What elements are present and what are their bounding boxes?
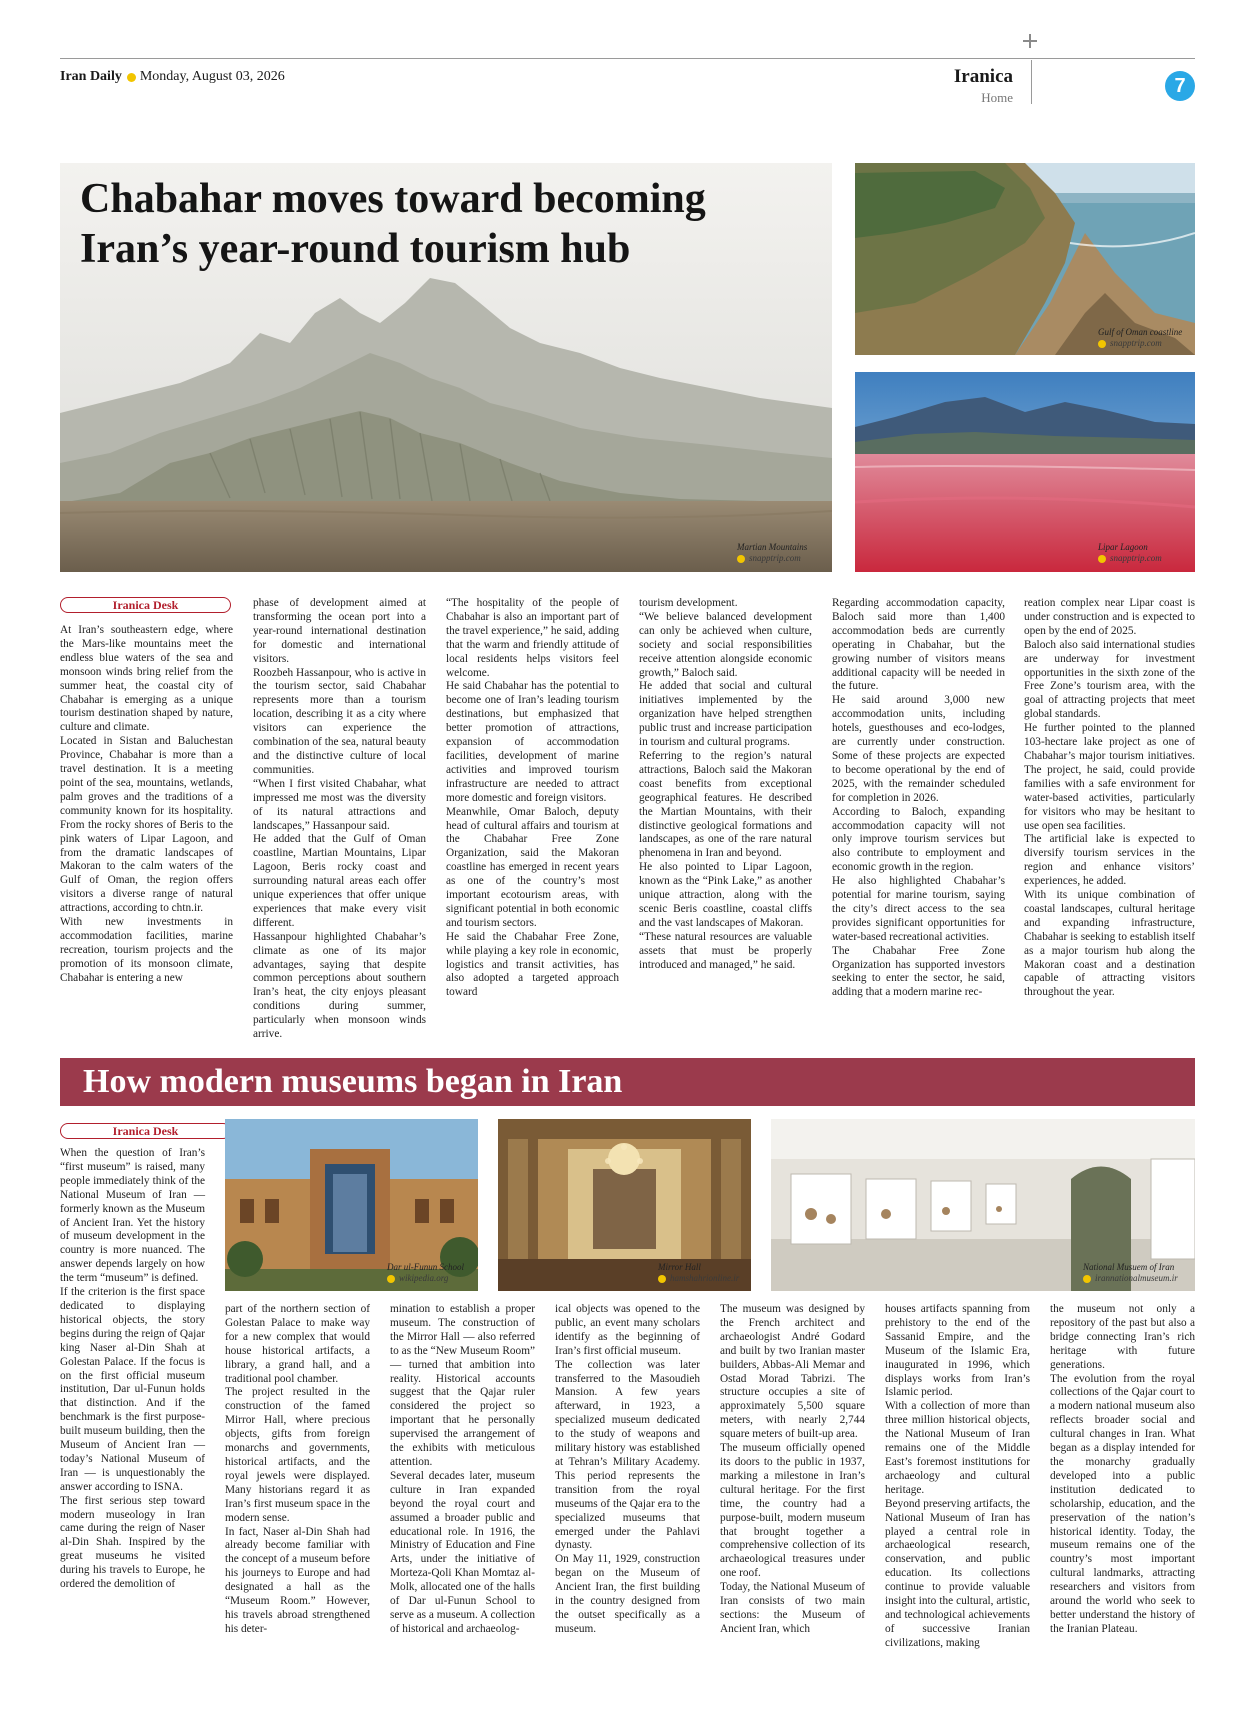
paragraph: He said the Chabahar Free Zone, while playing a key role in economic, logistics and transit activities, has also adopted a targeted approach toward bbox=[446, 930, 619, 999]
photo-caption-darulfunun bbox=[387, 1262, 464, 1284]
paragraph: In fact, Naser al-Din Shah had already become familiar with the concept of a museum before his journeys to Europe and had designated a hall as the “Museum Room.” However, his travels abroad strengthened his deter- bbox=[225, 1525, 370, 1635]
article2-column-5 bbox=[720, 1303, 865, 1637]
paragraph: The project resulted in the construction of the famed Mirror Hall, where precious objects, gifts from foreign monarchs and governments, historical artifacts, and the royal jewels were displayed. Many historians regard it as Iran’s first museum space in the modern sense. bbox=[225, 1386, 370, 1524]
paragraph: Located in Sistan and Baluchestan Province, Chabahar is more than a travel destination. It is a meeting point of the sea, mountains, wetlands, palm groves and the traditions of a community known for its hospitality. From the rocky shores of Beris to the pink waters of Lipar Lagoon, and from the dramatic landscapes of Makoran to the calm waters of the Gulf of Oman, the region offers visitors a diverse range of natural attractions, according to chtn.ir. bbox=[60, 735, 233, 915]
article2-column-2 bbox=[225, 1303, 370, 1637]
paragraph: The Chabahar Free Zone Organization has supported investors seeking to enter the sector, he said, adding that a modern marine rec- bbox=[832, 944, 1005, 999]
paragraph: At Iran’s southeastern edge, where the Mars-like mountains meet the endless blue waters of the sea and monsoon winds bring relief from the summer heat, the coastal city of Chabahar is emerging as a unique tourism destination shaped by nature, culture and climate. bbox=[60, 624, 233, 734]
paragraph: He further pointed to the planned 103-hectare lake project as one of Chabahar’s major tourism initiatives. The project, he said, could provide families with a safe environment for water-based activities, particularly for visitors who may be hesitant to use open sea facilities. bbox=[1024, 722, 1195, 832]
paragraph: The collection was later transferred to the Masoudieh Mansion. A few years afterward, in 1923, a specialized museum dedicated to the study of weapons and military history was established at Tehran’s Military Academy. This period represents the transition from the royal museums of the Qajar era to the specialized museums that emerged under the Pahlavi dynasty. bbox=[555, 1358, 700, 1552]
article1-column-3 bbox=[446, 597, 619, 1000]
paragraph: “We believe balanced development can only be achieved when culture, society and social responsibilities receive attention alongside economic growth,” Baloch said. bbox=[639, 610, 812, 679]
photo-caption-lagoon bbox=[1098, 542, 1162, 564]
paragraph: “The hospitality of the people of Chabahar is also an important part of the travel experience,” he said, adding that the warm and friendly attitude of local residents helps visitors feel welcome. bbox=[446, 597, 619, 679]
headline-line-2: Iran’s year-round tourism hub bbox=[80, 226, 631, 272]
header-rule bbox=[60, 58, 1195, 59]
paragraph: Referring to the region’s natural attractions, Baloch said the Makoran coast benefits from exceptional geographical features. He described the Martian Mountains, with their distinctive geological formations and landscapes, as one of the rare natural phenomena in Iran and beyond. bbox=[639, 749, 812, 860]
bullet-dot-icon bbox=[127, 73, 136, 82]
paragraph: Today, the National Museum of Iran consists of two main sections: the Museum of Ancient Iran, which bbox=[720, 1581, 865, 1635]
caption-source: snapptrip.com bbox=[1098, 553, 1162, 564]
caption-source: hamshahrionline.ir bbox=[658, 1273, 739, 1284]
paragraph: The evolution from the royal collections of the Qajar court to a modern national museum also reflects broader social and cultural changes in Iran. What began as a display intended for the monarchy gradually developed into a public institution dedicated to scholarship, education, and the preservation of the nation’s historical identity. Today, the museum remains one of the country’s most important cultural landmarks, attracting researchers and visitors from around the world who seek to better understand the history of the Iranian Plateau. bbox=[1050, 1372, 1195, 1635]
paragraph: the museum not only a repository of the past but also a bridge connecting Iran’s rich heritage with future generations. bbox=[1050, 1303, 1195, 1371]
paragraph: With its unique combination of coastal landscapes, cultural heritage and expanding infrastructure, Chabahar is seeking to establish itself as a major tourism hub along the Makoran coast and a destination capable of attracting visitors throughout the year. bbox=[1024, 889, 1195, 999]
paragraph: Meanwhile, Omar Baloch, deputy head of cultural affairs and tourism at the Chabahar Free Zone Organization, said the Makoran coastline has emerged in recent years as one of the country’s most important ecotourism areas, with significant potential in both economic and tourism sectors. bbox=[446, 805, 619, 929]
paragraph: Beyond preserving artifacts, the National Museum of Iran has played a central role in archaeological research, conservation, and public education. Its collections continue to provide valuable insight into the cultural, artistic, and technological achievements of successive Iranian civilizations, making bbox=[885, 1497, 1030, 1649]
caption-title: Lipar Lagoon bbox=[1098, 542, 1148, 552]
article2-column-4 bbox=[555, 1303, 700, 1637]
paragraph: houses artifacts spanning from prehistory to the end of the Sassanid Empire, and the Museum of the Islamic Era, inaugurated in 1996, which displays works from Iran’s Islamic period. bbox=[885, 1303, 1030, 1399]
article1-column-5 bbox=[832, 597, 1005, 1000]
paragraph: With new investments in accommodation facilities, marine recreation, tourism projects and the promotion of its monsoon climate, Chabahar is entering a new bbox=[60, 916, 233, 984]
article2-lead-column bbox=[60, 1147, 205, 1592]
article1-column-4 bbox=[639, 597, 812, 972]
caption-title: Mirror Hall bbox=[658, 1262, 701, 1272]
paragraph: The first serious step toward modern museology in Iran came during the reign of Naser al-Din Shah. Inspired by the great museums he visited during his travels to Europe, he ordered the demolition of bbox=[60, 1494, 205, 1591]
paragraph: According to Baloch, expanding accommodation capacity will not only improve tourism services but also contribute to employment and economic growth in the region. bbox=[832, 805, 1005, 874]
paragraph: tourism development. bbox=[639, 597, 738, 609]
article1-column-1 bbox=[60, 624, 233, 986]
paragraph: He added that social and cultural initiatives implemented by the organization have helped strengthen public trust and increase participation in tourism and cultural programs. bbox=[639, 680, 812, 749]
article1-desk-byline: Iranica Desk bbox=[60, 597, 231, 613]
paragraph: Several decades later, museum culture in Iran expanded beyond the royal court and assumed a broader public and educational role. In 1916, the Ministry of Education and Fine Arts, under the initiative of Morteza-Qoli Khan Momtaz al-Molk, allocated one of the halls of Dar ul-Funun School to serve as a museum. A collection of historical and archaeolog- bbox=[390, 1469, 535, 1635]
caption-source: wikipedia.org bbox=[387, 1273, 464, 1284]
caption-title: National Musuem of Iran bbox=[1083, 1262, 1175, 1272]
section-subtitle: Home bbox=[981, 90, 1013, 105]
section-name: Iranica bbox=[953, 66, 1013, 87]
paragraph: He added that the Gulf of Oman coastline, Martian Mountains, Lipar Lagoon, Beris rocky coast and surrounding natural areas each offer unique experiences that offer unique experiences that make every visit different. bbox=[253, 833, 426, 929]
section-label bbox=[954, 66, 1013, 106]
paragraph: He also pointed to Lipar Lagoon, known as the “Pink Lake,” as another unique attraction, along with the scenic Beris coastline, coastal cliffs and the vast landscapes of Makoran. bbox=[639, 861, 812, 929]
article1-headline bbox=[80, 174, 820, 274]
paragraph: Hassanpour highlighted Chabahar’s climate as one of its major advantages, saying that despite common perceptions about southern Iran’s heat, the city enjoys pleasant conditions during summer, particularly when monsoon winds arrive. bbox=[253, 930, 426, 1041]
masthead bbox=[60, 69, 285, 85]
photo-caption-coast bbox=[1098, 327, 1182, 349]
caption-source: irannationalmuseum.ir bbox=[1083, 1273, 1178, 1284]
paragraph: He said around 3,000 new accommodation units, including hotels, guesthouses and eco-lodges, are currently under construction. Some of these projects are expected to become operational by the end of 2025, with the remainder scheduled for completion in 2026. bbox=[832, 694, 1005, 804]
article2-column-7 bbox=[1050, 1303, 1195, 1637]
page-number-badge: 7 bbox=[1165, 71, 1195, 101]
paragraph: The museum was designed by the French architect and archaeologist André Godard and built by two Iranian master builders, Abbas-Ali Memar and Ostad Morad Tabrizi. The structure occupies a site of approximately 5,500 square meters, with nearly 2,744 square meters of built-up area. bbox=[720, 1303, 865, 1441]
article2-desk-byline: Iranica Desk bbox=[60, 1123, 231, 1139]
paragraph: The museum officially opened its doors to the public in 1937, marking a milestone in Iran’s cultural heritage. For the first time, the country had a purpose-built, modern museum that brought together a comprehensive collection of its archaeological treasures under one roof. bbox=[720, 1442, 865, 1580]
article2-column-6 bbox=[885, 1303, 1030, 1651]
section-divider bbox=[1031, 60, 1032, 104]
paragraph: Baloch also said international studies are underway for investment opportunities in the sixth zone of the Free Zone’s tourism area, with the goal of attracting projects that meet global standards. bbox=[1024, 638, 1195, 721]
photo-caption-martian bbox=[737, 542, 807, 564]
paragraph: On May 11, 1929, construction began on the Museum of Ancient Iran, the first building in the country designed from the outset specifically as a museum. bbox=[555, 1553, 700, 1635]
paragraph: “When I first visited Chabahar, what impressed me most was the diversity of its natural attractions and landscapes,” Hassanpour said. bbox=[253, 777, 426, 832]
caption-source: snapptrip.com bbox=[1098, 338, 1182, 349]
paragraph: With a collection of more than three million historical objects, the National Museum of Iran remains one of the Middle East’s foremost institutions for archaeology and cultural heritage. bbox=[885, 1400, 1030, 1496]
paragraph: phase of development aimed at transforming the ocean port into a year-round international destination for domestic and international visitors. bbox=[253, 597, 426, 665]
paper-name: Iran Daily bbox=[60, 69, 122, 84]
crop-mark-icon bbox=[1023, 34, 1037, 48]
caption-title: Dar ul-Funun School bbox=[387, 1262, 464, 1272]
photo-caption-museum bbox=[1083, 1262, 1178, 1284]
paragraph: He also highlighted Chabahar’s potential for marine tourism, saying the city’s direct access to the sea provides significant opportunities for water-based recreational activities. bbox=[832, 875, 1005, 943]
paragraph: Regarding accommodation capacity, Baloch said more than 1,400 accommodation beds are currently operating in Chabahar, but the growing number of visitors means additional capacity will be needed in the future. bbox=[832, 597, 1005, 693]
paragraph: part of the northern section of Golestan Palace to make way for a new complex that would house historical artifacts, a library, a grand hall, and a traditional pool chamber. bbox=[225, 1303, 370, 1385]
caption-title: Gulf of Oman coastline bbox=[1098, 327, 1183, 337]
headline-line-1: Chabahar moves toward becoming bbox=[80, 176, 706, 222]
paragraph: mination to establish a proper museum. The construction of the Mirror Hall — also referred to as the “New Museum Room” — turned that ambition into reality. Historical accounts suggest that the Qajar ruler considered the project so important that he personally supervised the arrangement of the exhibits with meticulous attention. bbox=[390, 1303, 535, 1468]
paragraph: The artificial lake is expected to diversify tourism services in the region and enhance visitors’ experiences, he added. bbox=[1024, 833, 1195, 888]
caption-title: Martian Mountains bbox=[737, 542, 808, 552]
issue-date: Monday, August 03, 2026 bbox=[139, 69, 285, 84]
paragraph: Roozbeh Hassanpour, who is active in the tourism sector, said Chabahar represents more than a tourism location, describing it as a city where visitors can experience the combination of the sea, natural beauty and the distinctive culture of local communities. bbox=[253, 666, 426, 776]
paragraph: When the question of Iran’s “first museum” is raised, many people immediately think of the National Museum of Iran — formerly known as the Museum of Ancient Iran. Yet the history of museum development in the country is more nuanced. The answer depends largely on how the term “museum” is defined. bbox=[60, 1147, 205, 1285]
article1-column-2 bbox=[253, 597, 426, 1042]
paragraph: ical objects was opened to the public, an event many scholars identify as the beginning of Iran’s first official museum. bbox=[555, 1303, 700, 1357]
photo-caption-mirror bbox=[658, 1262, 739, 1284]
article2-column-3 bbox=[390, 1303, 535, 1637]
article2-headline: How modern museums began in Iran bbox=[83, 1063, 623, 1100]
paragraph: reation complex near Lipar coast is under construction and is expected to open by the end of 2025. bbox=[1024, 597, 1195, 637]
paragraph: “These natural resources are valuable assets that must be properly introduced and managed,” he said. bbox=[639, 930, 812, 971]
paragraph: He said Chabahar has the potential to become one of Iran’s leading tourism destinations, but emphasized that better promotion of attractions, expansion of accommodation facilities, development of marine activities and improved tourism infrastructure are needed to attract more domestic and foreign visitors. bbox=[446, 680, 619, 804]
article1-column-6 bbox=[1024, 597, 1195, 1000]
paragraph: If the criterion is the first space dedicated to displaying historical objects, the story begins during the reign of Qajar king Naser al-Din Shah at Golestan Palace. If the focus is on the first official museum institution, Dar ul-Funun holds that distinction. And if the benchmark is the first purpose-built museum building, then the Museum of Ancient Iran — today’s National Museum of Iran — is unquestionably the answer according to ISNA. bbox=[60, 1286, 205, 1493]
caption-source: snapptrip.com bbox=[737, 553, 807, 564]
